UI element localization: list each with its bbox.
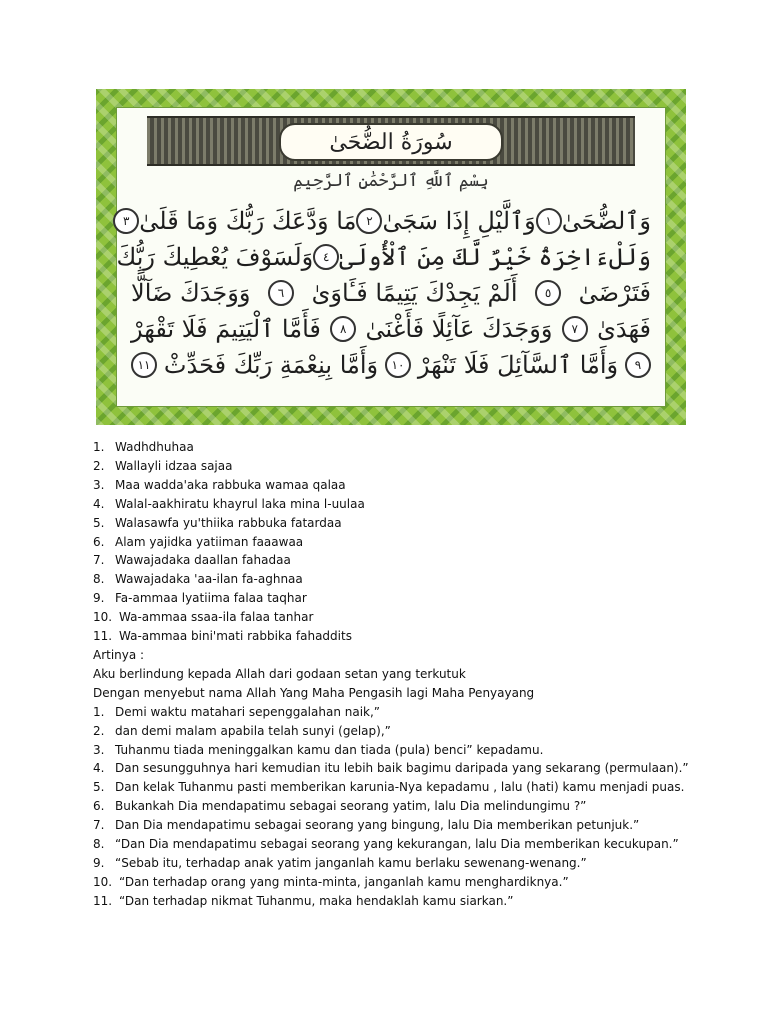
list-text: “Dan terhadap nikmat Tuhanmu, maka hendaklah kamu siarkan.” [119, 893, 514, 908]
list-number: 8. [93, 572, 105, 587]
ayah-text: وَوَجَدَكَ عَآئِلًا فَأَغْنَىٰ [365, 315, 553, 343]
list-number: 7. [93, 818, 105, 833]
ayah-text: وَلَلْءَاخِرَةُ خَيْرٌ لَّكَ مِنَ ٱلْأُولَىٰ [339, 243, 651, 271]
ayah-text: وَأَمَّا بِنِعْمَةِ رَبِّكَ فَحَدِّثْ [163, 351, 379, 379]
list-text: dan demi malam apabila telah sunyi (gelap),” [115, 723, 391, 738]
basmala-translation: Dengan menyebut nama Allah Yang Maha Pengasih lagi Maha Penyayang [93, 685, 535, 700]
translation-item [93, 797, 713, 816]
ayah-number-marker: ١٠ [385, 352, 411, 378]
ayah-number-marker: ٤ [313, 244, 339, 270]
ayah-number-marker: ٩ [625, 352, 651, 378]
list-text: Tuhanmu tiada meninggalkan kamu dan tiada (pula) benci” kepadamu. [115, 742, 544, 757]
list-text: “Dan Dia mendapatimu sebagai seorang yang kekurangan, lalu Dia memberikan kecukupan.” [115, 837, 679, 852]
list-number: 3. [93, 742, 105, 757]
ayah-row [131, 348, 651, 382]
basmala-arabic: بِسْمِ ٱللَّهِ ٱلرَّحْمَٰنِ ٱلرَّحِيمِ [293, 171, 489, 191]
transliteration-item [93, 457, 713, 476]
list-number: 1. [93, 440, 105, 454]
ayah-text: وَوَجَدَكَ ضَآلًّا [131, 279, 251, 307]
list-number: 8. [93, 837, 105, 852]
artinya-label: Artinya : [93, 647, 145, 662]
transliteration-item [93, 608, 713, 627]
translation-list [93, 703, 713, 911]
ayah-text: فَأَمَّا ٱلْيَتِيمَ فَلَا تَقْهَرْ [131, 315, 321, 343]
ayah-number-marker: ٦ [268, 280, 294, 306]
list-text: Alam yajidka yatiiman faaawaa [115, 534, 304, 549]
translation-item [93, 759, 713, 778]
ayah-number-marker: ٥ [535, 280, 561, 306]
list-text: Wadhdhuhaa [115, 440, 194, 454]
transliteration-list [93, 438, 713, 646]
text-block [93, 438, 713, 911]
ayah-text: مَا وَدَّعَكَ رَبُّكَ وَمَا قَلَىٰ [139, 207, 357, 235]
ayah-number-marker: ١ [536, 208, 562, 234]
translation-item [93, 741, 713, 760]
taawudz-line: Aku berlindung kepada Allah dari godaan setan yang terkutuk [93, 666, 466, 681]
transliteration-item [93, 476, 713, 495]
list-number: 5. [93, 780, 105, 795]
list-text: Dan kelak Tuhanmu pasti memberikan karunia-Nya kepadamu , lalu (hati) kamu menjadi puas. [115, 780, 685, 795]
list-text: Demi waktu matahari sepenggalahan naik,” [115, 704, 381, 719]
transliteration-item [93, 495, 713, 514]
list-number: 6. [93, 534, 105, 549]
list-text: Dan sesungguhnya hari kemudian itu lebih baik bagimu daripada yang sekarang (permulaan).” [115, 761, 689, 776]
list-number: 9. [93, 855, 105, 870]
ayah-text: فَهَدَىٰ [597, 315, 651, 343]
list-text: Walasawfa yu'thiika rabbuka fatardaa [115, 515, 342, 530]
transliteration-item [93, 438, 713, 457]
transliteration-item [93, 514, 713, 533]
list-number: 11. [93, 629, 113, 644]
list-text: Walal-aakhiratu khayrul laka mina l-uulaa [115, 496, 365, 511]
ayah-number-marker: ٢ [356, 208, 382, 234]
list-text: Wallayli idzaa sajaa [115, 458, 233, 473]
list-text: Wa-ammaa bini'mati rabbika fahaddits [119, 629, 352, 644]
ayah-row [131, 276, 651, 310]
ayah-number-marker: ٣ [113, 208, 139, 234]
list-text: “Sebab itu, terhadap anak yatim janganlah kamu berlaku sewenang-wenang.” [115, 855, 587, 870]
list-number: 5. [93, 515, 105, 530]
transliteration-item [93, 533, 713, 552]
list-number: 2. [93, 458, 105, 473]
list-number: 1. [93, 704, 105, 719]
list-number: 9. [93, 591, 105, 606]
list-number: 4. [93, 496, 105, 511]
ayah-text: وَلَسَوْفَ يُعْطِيكَ رَبُّكَ [116, 243, 314, 271]
ayah-text: أَلَمْ يَجِدْكَ يَتِيمًا فَـَٔاوَىٰ [311, 279, 518, 307]
list-number: 11. [93, 893, 113, 908]
list-number: 2. [93, 723, 105, 738]
translation-item [93, 873, 713, 892]
list-text: Wawajadaka daallan fahadaa [115, 553, 291, 568]
list-text: Fa-ammaa lyatiima falaa taqhar [115, 591, 307, 606]
ayah-number-marker: ٨ [330, 316, 356, 342]
list-text: Dan Dia mendapatimu sebagai seorang yang bingung, lalu Dia memberikan petunjuk.” [115, 818, 640, 833]
ayah-text: وَٱلضُّحَىٰ [561, 207, 651, 235]
translation-item [93, 722, 713, 741]
ayah-row [123, 204, 651, 238]
list-number: 4. [93, 761, 105, 776]
transliteration-item [93, 589, 713, 608]
translation-item [93, 892, 713, 911]
ayah-text: فَتَرْضَىٰ [578, 279, 651, 307]
translation-item [93, 835, 713, 854]
quran-image [96, 89, 686, 425]
list-text: Wawajadaka 'aa-ilan fa-aghnaa [115, 572, 303, 587]
ayah-number-marker: ١١ [131, 352, 157, 378]
transliteration-item [93, 570, 713, 589]
list-text: Bukankah Dia mendapatimu sebagai seorang yatim, lalu Dia melindungimu ?” [115, 799, 587, 814]
list-number: 10. [93, 610, 113, 625]
quran-panel [116, 107, 666, 407]
translation-item [93, 778, 713, 797]
list-text: “Dan terhadap orang yang minta-minta, janganlah kamu menghardiknya.” [119, 874, 569, 889]
list-number: 7. [93, 553, 105, 568]
list-text: Maa wadda'aka rabbuka wamaa qalaa [115, 477, 346, 492]
ayah-row [131, 312, 651, 346]
surah-title: سُورَةُ الضُّحَىٰ [279, 123, 503, 161]
translation-item [93, 854, 713, 873]
list-text: Wa-ammaa ssaa-ila falaa tanhar [119, 610, 314, 625]
translation-item [93, 816, 713, 835]
translation-item [93, 703, 713, 722]
transliteration-item [93, 551, 713, 570]
list-number: 6. [93, 799, 105, 814]
list-number: 3. [93, 477, 105, 492]
ayah-row [116, 240, 651, 274]
list-number: 10. [93, 874, 113, 889]
transliteration-item [93, 627, 713, 646]
ayah-text: وَأَمَّا ٱلسَّآئِلَ فَلَا تَنْهَرْ [417, 351, 619, 379]
ayah-number-marker: ٧ [562, 316, 588, 342]
ayah-text: وَٱلَّيْلِ إِذَا سَجَىٰ [382, 207, 536, 235]
title-band [147, 116, 635, 166]
